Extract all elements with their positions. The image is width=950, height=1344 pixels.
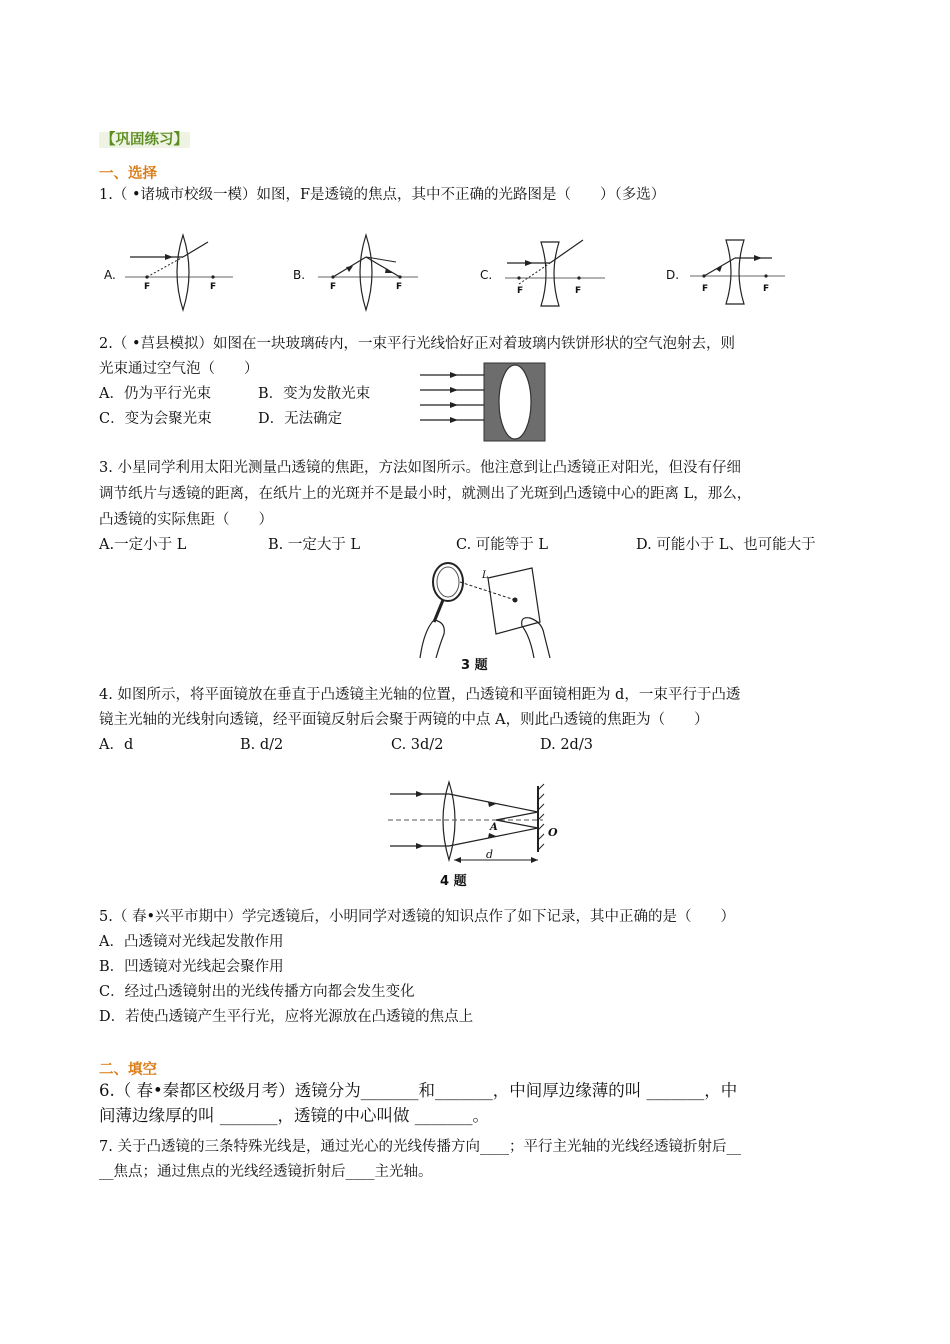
- q1b-focus-left: F: [330, 282, 337, 292]
- q2-line2: 光束通过空气泡（ ）: [99, 361, 259, 377]
- q4-distance-d: d: [486, 848, 494, 861]
- part2-title: 二、填空: [99, 1062, 157, 1078]
- concave-lens: [541, 242, 559, 306]
- q3-option-b: B. 一定大于 L: [268, 537, 361, 553]
- q3-option-a: A.一定小于 L: [99, 537, 187, 553]
- q4-line1: 4. 如图所示，将平面镜放在垂直于凸透镜主光轴的位置，凸透镜和平面镜相距为 d，一束平行于凸透: [99, 687, 741, 703]
- q1-label-c: C.: [480, 268, 493, 282]
- q1-text: 1.（ •诸城市校级一模）如图，F是透镜的焦点，其中不正确的光路图是（ ）（多选）: [99, 187, 666, 203]
- section-header: [99, 128, 190, 149]
- q4-caption: 4 题: [440, 874, 467, 889]
- q1-label-b: B.: [293, 268, 306, 282]
- part1-title: 一、选择: [99, 166, 157, 182]
- q4-option-d: D. 2d/3: [540, 737, 593, 753]
- q6-line1: 6.（ 春•秦都区校级月考）透镜分为_______和_______，中间厚边缘薄的叫 _______，中: [99, 1081, 738, 1100]
- q2-option-b: B．变为发散光束: [258, 386, 371, 402]
- q1c-focus-right: F: [575, 286, 582, 296]
- q3-caption: 3 题: [461, 658, 488, 673]
- q6-line2: 间薄边缘厚的叫 _______，透镜的中心叫做 _______。: [99, 1106, 489, 1125]
- q4-option-c: C. 3d/2: [391, 737, 444, 753]
- q1-diagram-d: [690, 236, 790, 306]
- q4-option-a: A．d: [99, 737, 134, 753]
- convex-lens: [177, 235, 189, 310]
- q3-distance-label: L: [482, 570, 489, 581]
- q5-line1: 5.（ 春•兴平市期中）学完透镜后，小明同学对透镜的知识点作了如下记录，其中正确的是（ ）: [99, 909, 735, 925]
- q3-line2: 调节纸片与透镜的距离，在纸片上的光斑并不是最小时，就测出了光斑到凸透镜中心的距离 L，那么，: [99, 486, 752, 502]
- q3-option-c: C. 可能等于 L: [456, 537, 549, 553]
- q5-option-a: A．凸透镜对光线起发散作用: [99, 934, 284, 950]
- q3-line1: 3. 小星同学利用太阳光测量凸透镜的焦距，方法如图所示。他注意到让凸透镜正对阳光，但没有仔细: [99, 460, 741, 476]
- q2-option-c: C．变为会聚光束: [99, 411, 212, 427]
- q1d-focus-left: F: [702, 284, 709, 294]
- q5-option-b: B．凹透镜对光线起会聚作用: [99, 959, 284, 975]
- q2-option-a: A．仍为平行光束: [99, 386, 211, 402]
- q4-line2: 镜主光轴的光线射向透镜，经平面镜反射后会聚于两镜的中点 A，则此凸透镜的焦距为（ ）: [99, 712, 709, 728]
- q1a-focus-left: F: [144, 282, 151, 292]
- q1-label-a: A.: [104, 268, 116, 282]
- q2-option-d: D．无法确定: [258, 411, 343, 427]
- q2-line1: 2.（ •莒县模拟）如图在一块玻璃砖内，一束平行光线恰好正对着玻璃内铁饼形状的空气泡射去，则: [99, 336, 735, 352]
- q5-option-c: C．经过凸透镜射出的光线传播方向都会发生变化: [99, 984, 415, 1000]
- left-hand: [420, 620, 444, 658]
- q4-point-o: O: [548, 826, 558, 839]
- q1-label-d: D.: [666, 268, 680, 282]
- q1c-focus-left: F: [517, 286, 524, 296]
- concave-lens: [726, 240, 744, 304]
- q7-line1: 7. 关于凸透镜的三条特殊光线是，通过光心的光线传播方向____；平行主光轴的光线经透镜折射后__: [99, 1139, 741, 1155]
- q3-option-d: D. 可能小于 L、也可能大于: [636, 537, 816, 553]
- q4-lens-mirror-figure: [388, 780, 568, 872]
- light-spot: [513, 598, 518, 603]
- q2-glass-block-figure: [420, 362, 550, 444]
- q7-line2: __焦点；通过焦点的光线经透镜折射后____主光轴。: [99, 1164, 433, 1180]
- q1d-focus-right: F: [763, 284, 770, 294]
- q4-point-a: A: [490, 822, 498, 833]
- q3-line3: 凸透镜的实际焦距（ ）: [99, 512, 273, 528]
- q4-option-b: B. d/2: [240, 737, 284, 753]
- q1-diagram-a: [125, 230, 235, 310]
- q1a-focus-right: F: [210, 282, 217, 292]
- convex-lens: [360, 235, 372, 310]
- q1-diagram-b: [318, 232, 428, 312]
- q5-option-d: D．若使凸透镜产生平行光，应将光源放在凸透镜的焦点上: [99, 1009, 474, 1025]
- q1b-focus-right: F: [396, 282, 403, 292]
- air-bubble: [499, 365, 531, 439]
- section-header-text: 【巩固练习】: [101, 132, 188, 148]
- magnifier-handle: [434, 600, 443, 622]
